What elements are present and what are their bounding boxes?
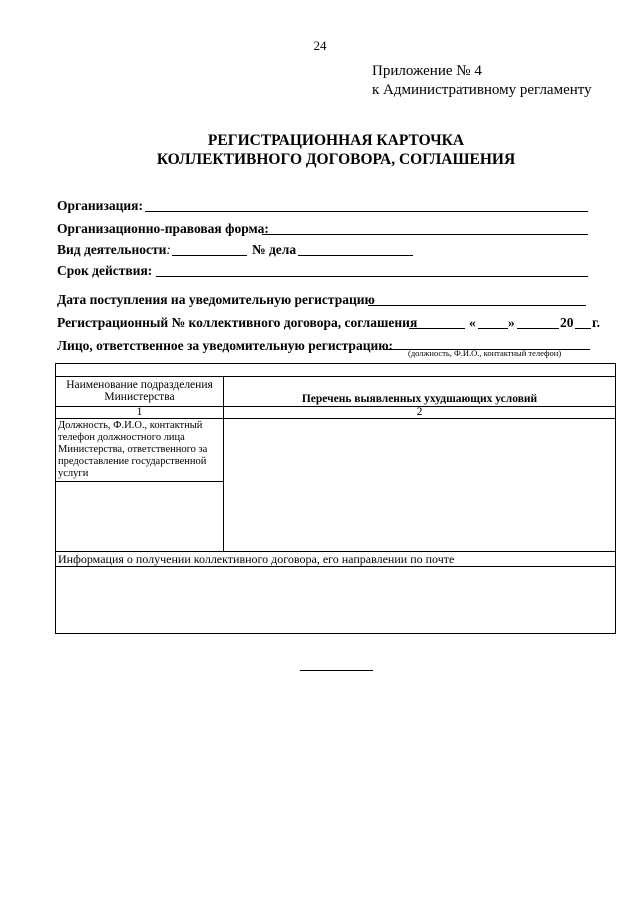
reg-number-field[interactable]	[409, 314, 465, 329]
date-close-quote: »	[508, 315, 515, 330]
legal-form-label: Организационно-правовая форма:	[57, 221, 269, 236]
activity-field[interactable]	[172, 241, 247, 256]
receipt-date-field[interactable]	[368, 291, 586, 306]
document-title	[0, 131, 640, 169]
activity-colon: :	[166, 242, 171, 257]
legal-form-field[interactable]	[262, 220, 588, 235]
organization-field[interactable]	[145, 197, 588, 212]
activity-label: Вид деятельности	[57, 242, 167, 257]
table-official-row	[56, 419, 616, 552]
table-number-row	[56, 407, 616, 419]
validity-row	[57, 263, 152, 279]
case-number-field[interactable]	[298, 241, 413, 256]
registration-table	[55, 363, 616, 634]
responsible-row	[57, 338, 393, 354]
col2-number: 2	[224, 407, 616, 419]
official-value[interactable]	[56, 482, 223, 551]
validity-field[interactable]	[156, 262, 588, 277]
title-line-1: РЕГИСТРАЦИОННАЯ КАРТОЧКА	[207, 132, 465, 149]
case-number-label: № дела	[252, 242, 297, 257]
year-suffix: г.	[592, 315, 600, 330]
organization-label: Организация:	[57, 198, 143, 213]
case-number-row	[252, 242, 296, 258]
receipt-date-label: Дата поступления на уведомительную регистрацию	[57, 292, 375, 307]
col1-header: Наименование подразделения Министерства	[56, 377, 224, 407]
table-header-row	[56, 377, 616, 407]
appendix-line-1: Приложение № 4	[372, 63, 482, 79]
page-number: 24	[313, 38, 327, 53]
activity-row	[57, 242, 171, 258]
table-top-empty-row	[56, 364, 616, 377]
info-row-text: Информация о получении коллективного договора, его направлении по почте	[56, 552, 616, 567]
info-value-row	[56, 567, 616, 634]
legal-form-row	[57, 221, 269, 237]
responsible-hint: (должность, Ф.И.О., контактный телефон)	[408, 348, 562, 358]
reg-month-field[interactable]	[517, 314, 559, 329]
col1-number: 1	[56, 407, 224, 419]
info-row	[56, 552, 616, 567]
reg-number-label: Регистрационный № коллективного договора, соглашения	[57, 315, 418, 330]
conditions-cell[interactable]	[224, 419, 616, 552]
bottom-divider	[300, 670, 373, 671]
date-open-quote: «	[469, 315, 476, 330]
validity-label: Срок действия:	[57, 263, 153, 278]
reg-year-field[interactable]	[575, 314, 591, 329]
reg-number-row	[57, 315, 417, 331]
appendix-reference	[372, 62, 592, 100]
reg-day-field[interactable]	[478, 314, 508, 329]
appendix-line-2: к Административному регламенту	[372, 82, 592, 98]
year-prefix: 20	[560, 315, 574, 330]
organization-row	[57, 198, 143, 214]
info-value-cell[interactable]	[56, 567, 616, 634]
title-line-2: КОЛЛЕКТИВНОГО ДОГОВОРА, СОГЛАШЕНИЯ	[156, 151, 516, 168]
receipt-date-row	[57, 292, 375, 308]
col2-header: Перечень выявленных ухудшающих условий	[224, 377, 616, 407]
official-text: Должность, Ф.И.О., контактный телефон должностного лица Министерства, ответственного за предоставление государственной услуги	[56, 419, 223, 482]
responsible-label: Лицо, ответственное за уведомительную регистрацию:	[57, 338, 394, 353]
table-top-empty-cell	[56, 364, 616, 377]
official-cell	[56, 419, 224, 552]
